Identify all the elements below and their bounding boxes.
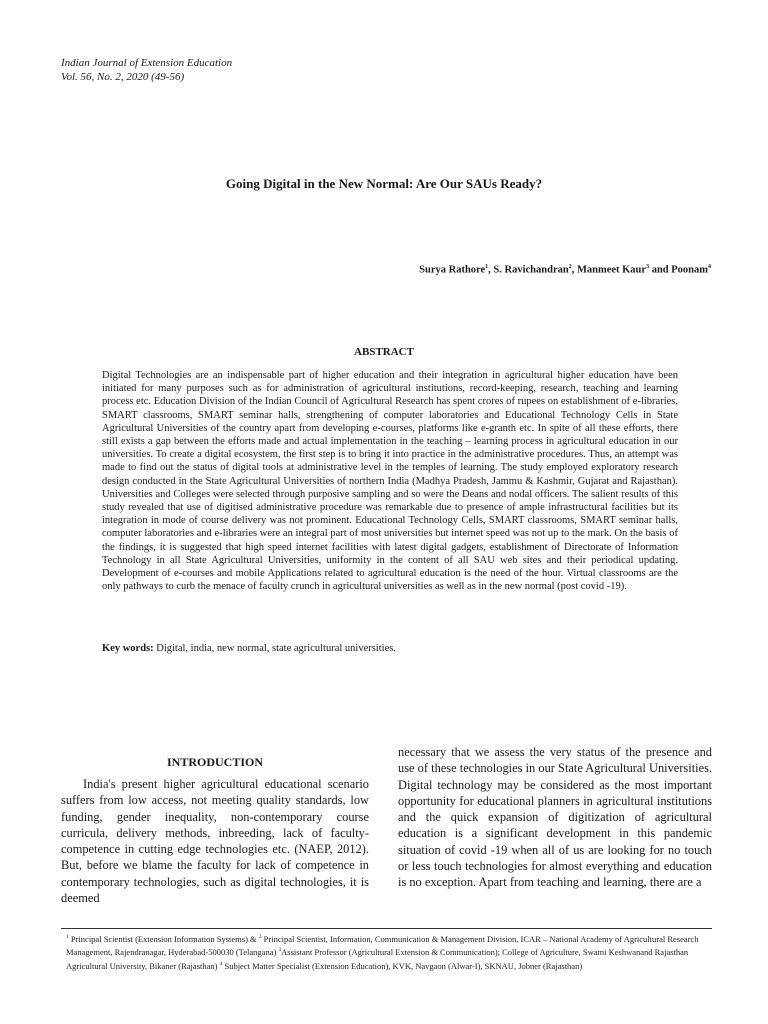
- author-name: S. Ravichandran: [493, 264, 569, 276]
- footnote-mark: 3: [278, 947, 282, 954]
- footnote-mark: 1: [66, 934, 69, 940]
- keywords-text: Digital, india, new normal, state agricultural universities.: [153, 643, 396, 654]
- author-separator: ,: [571, 264, 577, 276]
- author-affiliation-mark: 4: [708, 264, 711, 270]
- paper-title: Going Digital in the New Normal: Are Our SAUs Ready?: [225, 176, 543, 191]
- journal-volume: Vol. 56, No. 2, 2020 (49-56): [61, 71, 185, 83]
- footnote-divider: [61, 928, 712, 929]
- footnote-text: Principal Scientist, Information, Communication & Management Division, ICAR – National Academy of Agricultural Research Management, Rajendranagar, Hyderabad-500030 (Telangana): [66, 933, 699, 958]
- introduction-left-column: India's present higher agricultural educational scenario suffers from low access, not meeting quality standards, low funding, gender inequality, non-contemporary course curricula, delivery methods, inbreeding, lack of faculty-competence in cutting edge technologies etc. (NAEP, 2012). But, before we blame the faculty for lack of competence in contemporary technologies, such as digital technologies, it is deemed: [61, 777, 369, 906]
- author-separator: ,: [488, 264, 494, 276]
- author-list: [419, 264, 711, 276]
- author-affiliation-mark: 2: [568, 264, 572, 270]
- keywords-label: Key words:: [102, 643, 154, 654]
- introduction-right-column: necessary that we assess the very status of the presence and use of these technologies in our State Agricultural Universities. Digital technology may be considered as the most important opportunity for educational planners in agricultural institutions and the quick expansion of digitization of agricultural education is a significant development in this pandemic situation of covid -19 when all of us are looking for no touch or less touch technologies for almost everything and education is no exception. Apart from teaching and learning, there are a: [398, 745, 712, 890]
- footnote-text: Assistant Professor (Agricultural Extension & Communication); College of Agriculture, Swami Keshwanand Rajasthan Agricultural University, Bikaner (Rajasthan): [66, 947, 689, 971]
- author-name: Poonam: [671, 264, 708, 276]
- footnote-text: Principal Scientist (Extension Information Systems) &: [68, 933, 259, 944]
- footnote-mark: 4: [219, 960, 223, 967]
- abstract-text: Digital Technologies are an indispensable part of higher education and their integration in agricultural higher education have been initiated for many purposes such as for administration of agricultural institutions, record-keeping, research, teaching and learning process etc. Education Division of the Indian Council of Agricultural Research has spent crores of rupees on establishment of e-libraries, SMART classrooms, SMART seminar halls, strengthening of computer laboratories and Educational Technology Cells in State Agricultural Universities of the country apart from developing e-courses, platforms like e-granth etc. In spite of all these efforts, there still exists a gap between the efforts made and actual implementation in the teaching – learning process in agricultural education in our universities. To create a digital ecosystem, the first step is to bring it into practice in the administrative procedures. Thus, an attempt was made to find out the status of digital tools at administrative level in the temples of learning. The study employed exploratory research design conducted in the State Agricultural Universities of northern India (Madhya Pradesh, Jammu & Kashmir, Gujarat and Rajasthan). Universities and Colleges were selected through purposive sampling and so were the Deans and nodal officers. The salient results of this study revealed that use of digitised administrative procedure was remarkable due to presence of ample infrastructural facilities but its integration in mode of course delivery was not prominent. Educational Technology Cells, SMART classrooms, SMART seminar halls, computer laboratories and e-libraries were an integral part of most universities but internet speed was not up to the mark. On the basis of the findings, it is suggested that high speed internet facilities with latest digital gadgets, establishment of Directorate of Information Technology in all State Agricultural Universities, uniformity in the content of all SAU web sites and their periodical updating. Development of e-courses and mobile Applications related to agricultural education is the need of the hour. Virtual classrooms are the only pathways to curb the menace of faculty crunch in agricultural universities as well as in the new normal (post covid -19).: [102, 370, 678, 593]
- abstract-heading: ABSTRACT: [354, 346, 414, 358]
- journal-header: [61, 56, 232, 84]
- author-name: Manmeet Kaur: [576, 264, 647, 276]
- introduction-heading: INTRODUCTION: [166, 755, 263, 769]
- affiliation-footnote: [66, 932, 712, 972]
- author-name: Surya Rathore: [419, 264, 486, 276]
- author-affiliation-mark: 1: [485, 264, 489, 270]
- footnote-mark: 2: [258, 934, 262, 940]
- author-separator: and: [649, 264, 672, 276]
- author-affiliation-mark: 3: [646, 264, 650, 270]
- keywords: [102, 643, 678, 654]
- journal-name: Indian Journal of Extension Education: [61, 57, 233, 69]
- footnote-text: Subject Matter Specialist (Extension Education), KVK, Navgaon (Alwar-I), SKNAU, Jobner (Rajasthan): [222, 960, 583, 971]
